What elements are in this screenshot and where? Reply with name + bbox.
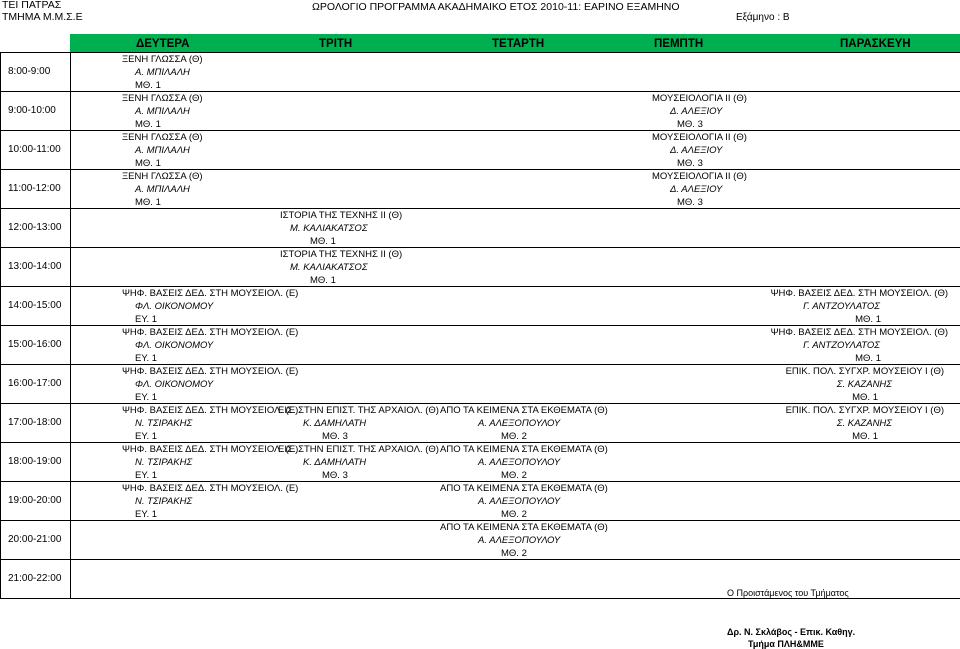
time-slot-label: 10:00-11:00	[8, 144, 61, 155]
schedule-room: ΜΘ. 2	[501, 509, 527, 520]
schedule-room: ΜΘ. 3	[677, 197, 703, 208]
time-slot-label: 9:00-10:00	[8, 105, 56, 116]
time-slot-label: 14:00-15:00	[8, 300, 62, 311]
row-divider	[0, 598, 960, 599]
schedule-teacher: Μ. ΚΑΛΙΑΚΑΤΣΟΣ	[290, 223, 368, 234]
schedule-room: ΜΘ. 3	[322, 431, 348, 442]
row-divider	[0, 247, 960, 248]
schedule-course: ΨΗΦ. ΒΑΣΕΙΣ ΔΕΔ. ΣΤΗ ΜΟΥΣΕΙΟΛ. (Ε)	[122, 483, 299, 494]
schedule-room: ΕΥ. 1	[135, 314, 158, 325]
time-slot-label: 8:00-9:00	[8, 66, 51, 77]
schedule-course: ΨΗΦ. ΒΑΣΕΙΣ ΔΕΔ. ΣΤΗ ΜΟΥΣΕΙΟΛ. (Ε)	[122, 405, 299, 416]
schedule-teacher: Κ. ΔΑΜΗΛΑΤΗ	[303, 418, 367, 429]
time-column-divider	[70, 52, 71, 599]
schedule-teacher: Δ. ΑΛΕΞΙΟΥ	[670, 184, 723, 195]
grid-left-border	[0, 52, 1, 599]
schedule-teacher: Ν. ΤΣΙΡΑΚΗΣ	[135, 418, 193, 429]
schedule-teacher: Α. ΜΠΙΛΑΛΗ	[135, 106, 190, 117]
schedule-room: ΜΘ. 1	[855, 353, 881, 364]
schedule-teacher: Α. ΑΛΕΞΟΠΟΥΛΟΥ	[478, 418, 561, 429]
schedule-course: ΨΗΦ. ΒΑΣΕΙΣ ΔΕΔ. ΣΤΗ ΜΟΥΣΕΙΟΛ. (Ε)	[122, 288, 299, 299]
signature-name: Δρ. Ν. Σκλάβος - Επικ. Καθηγ.	[727, 627, 856, 637]
schedule-teacher: Α. ΑΛΕΞΟΠΟΥΛΟΥ	[478, 496, 561, 507]
signature-role: Ο Προιστάμενος του Τμήματος	[727, 588, 849, 598]
schedule-teacher: Ν. ΤΣΙΡΑΚΗΣ	[135, 496, 193, 507]
schedule-room: ΜΘ. 1	[135, 158, 161, 169]
day-header-friday: ΠΑΡΑΣΚΕΥΗ	[840, 38, 911, 50]
schedule-course: ΜΟΥΣΕΙΟΛΟΓΙΑ ΙΙ (Θ)	[652, 132, 747, 143]
schedule-room: ΜΘ. 2	[501, 470, 527, 481]
schedule-course: ΨΗΦ. ΒΑΣΕΙΣ ΔΕΔ. ΣΤΗ ΜΟΥΣΕΙΟΛ. (Ε)	[122, 327, 299, 338]
schedule-room: ΕΥ. 1	[135, 470, 158, 481]
schedule-room: ΕΥ. 1	[135, 353, 158, 364]
schedule-room: ΜΘ. 1	[135, 119, 161, 130]
schedule-room: ΜΘ. 1	[855, 314, 881, 325]
schedule-course: ΕΠΙΚ. ΠΟΛ. ΣΥΓΧΡ. ΜΟΥΣΕΙΟΥ Ι (Θ)	[785, 405, 944, 416]
schedule-course: ΞΕΝΗ ΓΛΩΣΣΑ (Θ)	[122, 93, 203, 104]
time-slot-label: 12:00-13:00	[8, 222, 62, 233]
time-slot-label: 17:00-18:00	[8, 417, 62, 428]
time-slot-label: 11:00-12:00	[8, 183, 61, 194]
schedule-teacher: Γ. ΑΝΤΖΟΥΛΑΤΟΣ	[803, 301, 880, 312]
schedule-teacher: Α. ΜΠΙΛΑΛΗ	[135, 67, 190, 78]
semester-label: Εξάμηνο : Β	[736, 12, 790, 23]
schedule-course: ΑΠΟ ΤΑ ΚΕΙΜΕΝΑ ΣΤΑ ΕΚΘΕΜΑΤΑ (Θ)	[440, 522, 608, 533]
schedule-room: ΕΥ. 1	[135, 431, 158, 442]
schedule-course: ΨΗΦ. ΒΑΣΕΙΣ ΔΕΔ. ΣΤΗ ΜΟΥΣΕΙΟΛ. (Θ)	[770, 288, 948, 299]
schedule-teacher: Α. ΜΠΙΛΑΛΗ	[135, 145, 190, 156]
schedule-course: ΨΗΦ. ΒΑΣΕΙΣ ΔΕΔ. ΣΤΗ ΜΟΥΣΕΙΟΛ. (Ε)	[122, 366, 299, 377]
schedule-course: ΙΣΤΟΡΙΑ ΤΗΣ ΤΕΧΝΗΣ ΙΙ (Θ)	[280, 249, 403, 260]
schedule-teacher: ΦΛ. ΟΙΚΟΝΟΜΟΥ	[135, 379, 214, 390]
schedule-teacher: ΦΛ. ΟΙΚΟΝΟΜΟΥ	[135, 340, 214, 351]
time-slot-label: 15:00-16:00	[8, 339, 62, 350]
schedule-room: ΕΥ. 1	[135, 392, 158, 403]
schedule-teacher: Ν. ΤΣΙΡΑΚΗΣ	[135, 457, 193, 468]
day-header-thursday: ΠΕΜΠΤΗ	[654, 38, 704, 50]
schedule-course: ΑΠΟ ΤΑ ΚΕΙΜΕΝΑ ΣΤΑ ΕΚΘΕΜΑΤΑ (Θ)	[440, 444, 608, 455]
schedule-teacher: ΦΛ. ΟΙΚΟΝΟΜΟΥ	[135, 301, 214, 312]
schedule-teacher: Κ. ΔΑΜΗΛΑΤΗ	[303, 457, 367, 468]
department-name: ΤΜΗΜΑ Μ.Μ.Σ.Ε	[2, 11, 83, 23]
schedule-course: ΙΣΤΟΡΙΑ ΤΗΣ ΤΕΧΝΗΣ ΙΙ (Θ)	[280, 210, 403, 221]
schedule-room: ΜΘ. 1	[310, 236, 336, 247]
schedule-teacher: Γ. ΑΝΤΖΟΥΛΑΤΟΣ	[803, 340, 880, 351]
time-slot-label: 18:00-19:00	[8, 456, 62, 467]
schedule-room: ΜΘ. 1	[310, 275, 336, 286]
schedule-course: ΞΕΝΗ ΓΛΩΣΣΑ (Θ)	[122, 54, 203, 65]
day-header-wednesday: ΤΕΤΑΡΤΗ	[492, 38, 545, 50]
time-slot-label: 20:00-21:00	[8, 534, 62, 545]
schedule-course: ΜΟΥΣΕΙΟΛΟΓΙΑ ΙΙ (Θ)	[652, 93, 747, 104]
schedule-course: ΨΗΦ. ΒΑΣΕΙΣ ΔΕΔ. ΣΤΗ ΜΟΥΣΕΙΟΛ. (Θ)	[770, 327, 948, 338]
time-slot-label: 21:00-22:00	[8, 573, 62, 584]
schedule-course: ΕΙΣ. ΣΤΗΝ ΕΠΙΣΤ. ΤΗΣ ΑΡΧΑΙΟΛ. (Θ)	[278, 405, 439, 416]
schedule-teacher: Α. ΜΠΙΛΑΛΗ	[135, 184, 190, 195]
schedule-room: ΜΘ. 3	[677, 158, 703, 169]
schedule-room: ΜΘ. 3	[677, 119, 703, 130]
day-header-monday: ΔΕΥΤΕΡΑ	[136, 38, 190, 50]
schedule-teacher: Μ. ΚΑΛΙΑΚΑΤΣΟΣ	[290, 262, 368, 273]
schedule-room: ΜΘ. 2	[501, 431, 527, 442]
schedule-teacher: Δ. ΑΛΕΞΙΟΥ	[670, 106, 723, 117]
schedule-room: ΕΥ. 1	[135, 509, 158, 520]
schedule-teacher: Σ. ΚΑΖΑΝΗΣ	[836, 379, 892, 390]
schedule-room: ΜΘ. 1	[135, 80, 161, 91]
schedule-teacher: Α. ΑΛΕΞΟΠΟΥΛΟΥ	[478, 457, 561, 468]
schedule-room: ΜΘ. 1	[852, 392, 878, 403]
schedule-course: ΕΠΙΚ. ΠΟΛ. ΣΥΓΧΡ. ΜΟΥΣΕΙΟΥ Ι (Θ)	[785, 366, 944, 377]
day-header-tuesday: ΤΡΙΤΗ	[319, 38, 353, 50]
schedule-course: ΕΙΣ. ΣΤΗΝ ΕΠΙΣΤ. ΤΗΣ ΑΡΧΑΙΟΛ. (Θ)	[278, 444, 439, 455]
institution-name: ΤΕΙ ΠΑΤΡΑΣ	[2, 0, 62, 11]
schedule-course: ΨΗΦ. ΒΑΣΕΙΣ ΔΕΔ. ΣΤΗ ΜΟΥΣΕΙΟΛ. (Ε)	[122, 444, 299, 455]
row-divider	[0, 559, 960, 560]
schedule-room: ΜΘ. 1	[852, 431, 878, 442]
schedule-teacher: Δ. ΑΛΕΞΙΟΥ	[670, 145, 723, 156]
page-title: ΩΡΟΛΟΓΙΟ ΠΡΟΓΡΑΜΜΑ ΑΚΑΔΗΜΑΙΚΟ ΕΤΟΣ 2010-11: ΕΑΡΙΝΟ ΕΞΑΜΗΝΟ	[312, 1, 680, 13]
signature-dept: Τμήμα ΠΛΗ&ΜΜΕ	[748, 639, 824, 649]
schedule-teacher: Σ. ΚΑΖΑΝΗΣ	[836, 418, 892, 429]
schedule-room: ΜΘ. 2	[501, 548, 527, 559]
schedule-course: ΜΟΥΣΕΙΟΛΟΓΙΑ ΙΙ (Θ)	[652, 171, 747, 182]
schedule-course: ΑΠΟ ΤΑ ΚΕΙΜΕΝΑ ΣΤΑ ΕΚΘΕΜΑΤΑ (Θ)	[440, 483, 608, 494]
schedule-course: ΞΕΝΗ ΓΛΩΣΣΑ (Θ)	[122, 171, 203, 182]
time-slot-label: 19:00-20:00	[8, 495, 62, 506]
schedule-room: ΜΘ. 1	[135, 197, 161, 208]
time-slot-label: 13:00-14:00	[8, 261, 62, 272]
time-slot-label: 16:00-17:00	[8, 378, 62, 389]
schedule-course: ΑΠΟ ΤΑ ΚΕΙΜΕΝΑ ΣΤΑ ΕΚΘΕΜΑΤΑ (Θ)	[440, 405, 608, 416]
schedule-room: ΜΘ. 3	[322, 470, 348, 481]
schedule-course: ΞΕΝΗ ΓΛΩΣΣΑ (Θ)	[122, 132, 203, 143]
schedule-teacher: Α. ΑΛΕΞΟΠΟΥΛΟΥ	[478, 535, 561, 546]
